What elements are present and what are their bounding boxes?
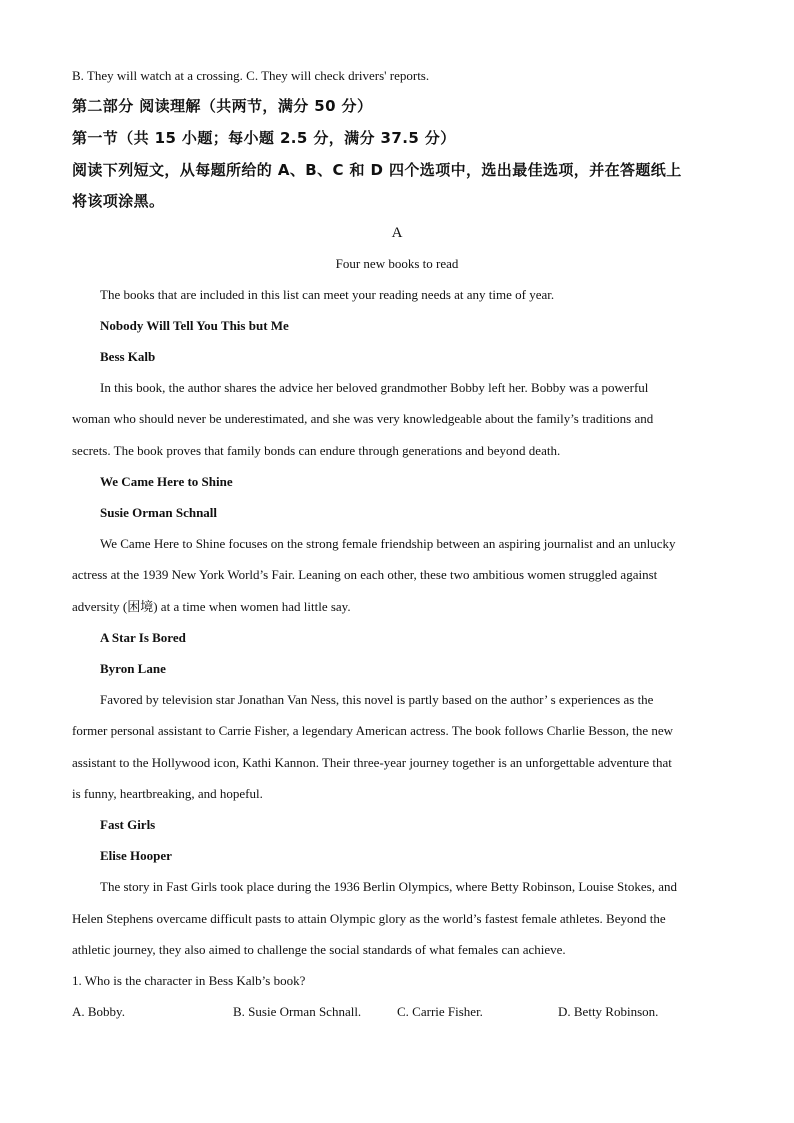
- book-description-line: athletic journey, they also aimed to challenge the social standards of what females can achieve.: [72, 942, 566, 957]
- book-description-line: In this book, the author shares the advice her beloved grandmother Bobby left her. Bobby was a powerful: [100, 380, 649, 395]
- book-description-line: actress at the 1939 New York World’s Fair. Leaning on each other, these two ambitious women struggled against: [72, 567, 658, 582]
- book-description-line: adversity (困境) at a time when women had little say.: [72, 599, 351, 614]
- book-author: Byron Lane: [100, 661, 166, 676]
- passage-title: Four new books to read: [335, 256, 459, 271]
- intro-paragraph: The books that are included in this list can meet your reading needs at any time of year.: [100, 287, 555, 302]
- answer-option-b: B. Susie Orman Schnall.: [233, 1004, 362, 1019]
- book-description-line: secrets. The book proves that family bonds can endure through generations and beyond death.: [72, 443, 561, 458]
- previous-question-options: B. They will watch at a crossing. C. They will check drivers' reports.: [72, 68, 430, 83]
- book-description-line: The story in Fast Girls took place during the 1936 Berlin Olympics, where Betty Robinson, Louise Stokes, and: [100, 879, 677, 894]
- section-one-heading: 第一节（共 15 小题；每小题 2.5 分，满分 37.5 分）: [72, 129, 456, 147]
- book-description-line: Helen Stephens overcame difficult pasts to attain Olympic glory as the world’s fastest female athletes. Beyond the: [72, 911, 666, 926]
- part-two-heading: 第二部分 阅读理解（共两节，满分 50 分）: [72, 97, 373, 115]
- book-author: Bess Kalb: [100, 349, 156, 364]
- book-title: Nobody Will Tell You This but Me: [100, 318, 289, 333]
- book-author: Elise Hooper: [100, 848, 172, 863]
- book-description-line: We Came Here to Shine focuses on the strong female friendship between an aspiring journalist and an unlucky: [100, 536, 676, 551]
- question-text: 1. Who is the character in Bess Kalb’s book?: [72, 973, 306, 988]
- book-description-line: Favored by television star Jonathan Van Ness, this novel is partly based on the author’ s experiences as the: [100, 692, 654, 707]
- passage-letter: A: [391, 225, 403, 241]
- book-title: A Star Is Bored: [100, 630, 186, 645]
- book-description-line: woman who should never be underestimated, and she was very knowledgeable about the family’s traditions and: [72, 411, 654, 426]
- answer-option-d: D. Betty Robinson.: [558, 1004, 659, 1019]
- book-title: We Came Here to Shine: [100, 474, 233, 489]
- book-description-line: is funny, heartbreaking, and hopeful.: [72, 786, 263, 801]
- instructions-line-1: 阅读下列短文，从每题所给的 A、B、C 和 D 四个选项中，选出最佳选项，并在答题纸上: [72, 161, 682, 179]
- instructions-line-2: 将该项涂黑。: [72, 192, 165, 210]
- book-title: Fast Girls: [100, 817, 156, 832]
- answer-option-a: A. Bobby.: [72, 1004, 125, 1019]
- answer-option-c: C. Carrie Fisher.: [397, 1004, 483, 1019]
- book-author: Susie Orman Schnall: [100, 505, 218, 520]
- book-description-line: former personal assistant to Carrie Fisher, a legendary American actress. The book follows Charlie Besson, the new: [72, 723, 674, 738]
- book-description-line: assistant to the Hollywood icon, Kathi Kannon. Their three-year journey together is an unforgettable adventure that: [72, 755, 672, 770]
